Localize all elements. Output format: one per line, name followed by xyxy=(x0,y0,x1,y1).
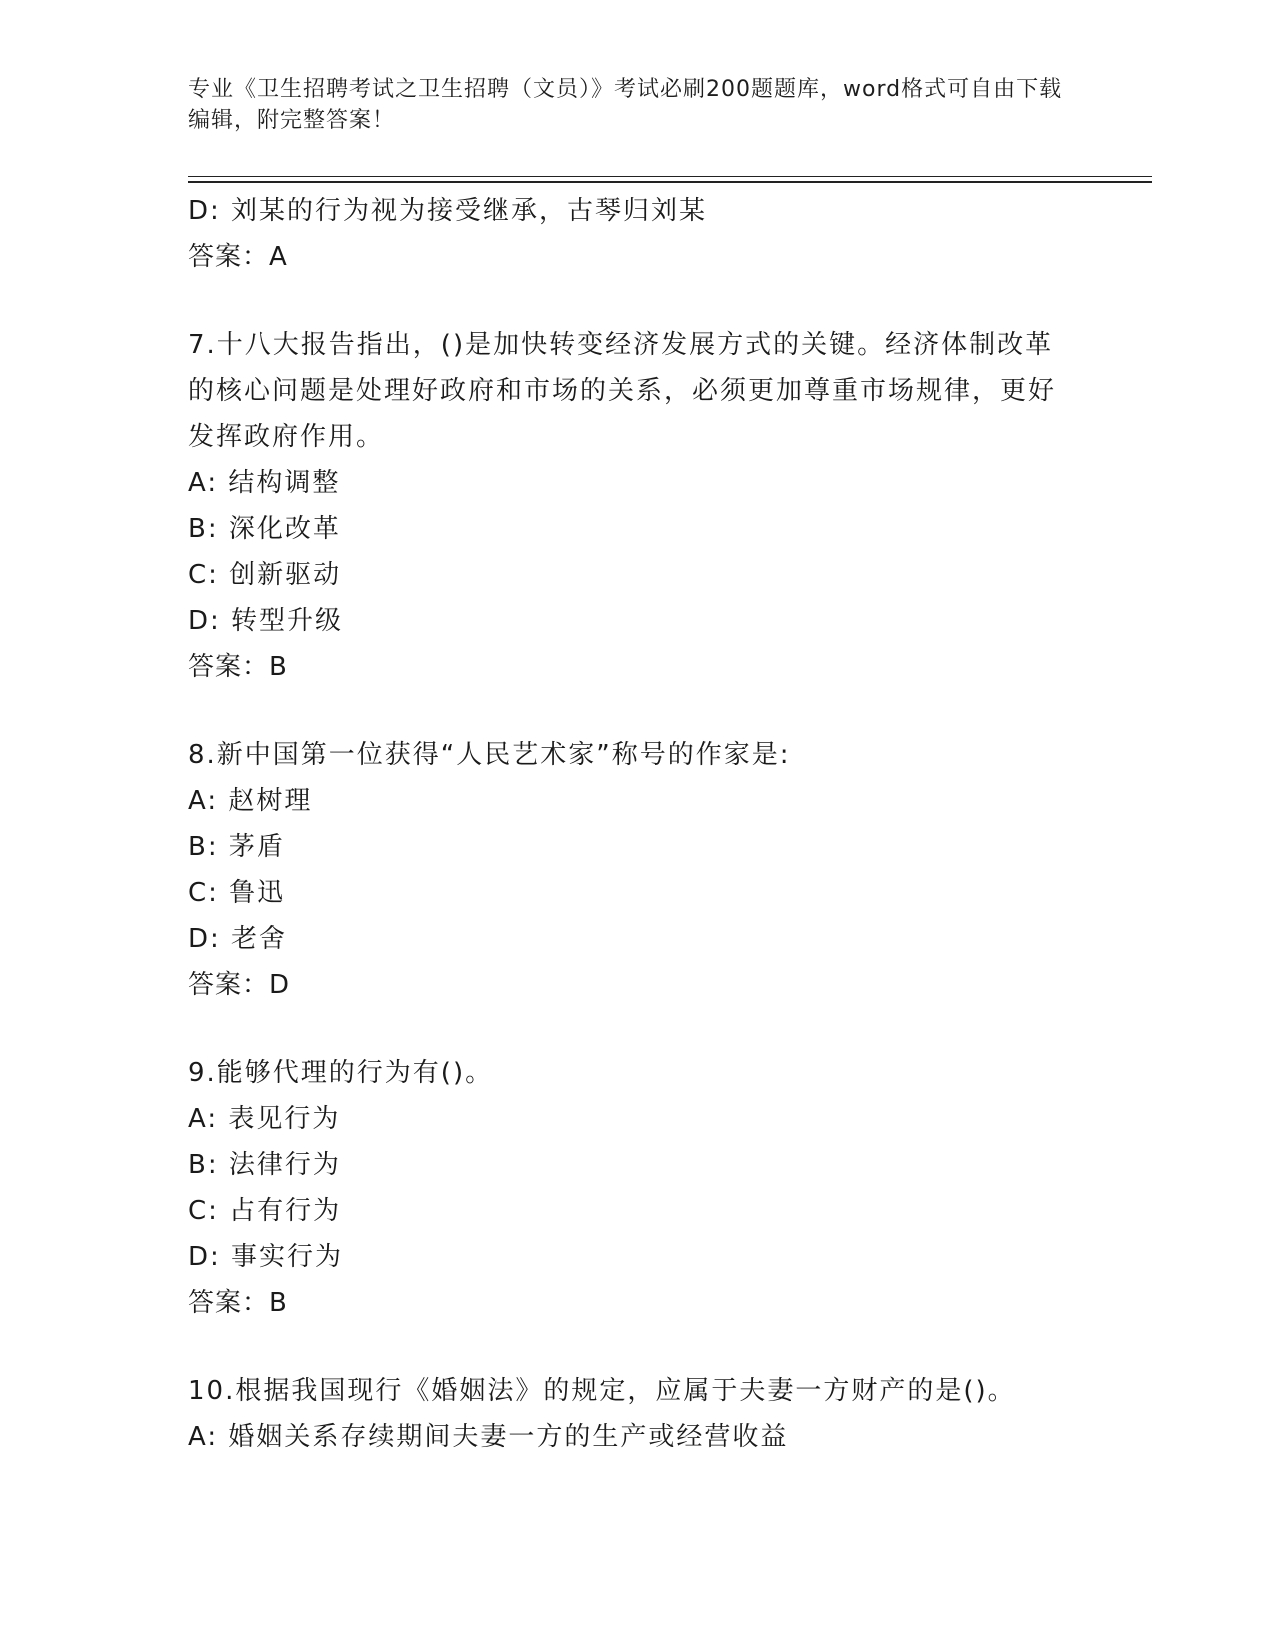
question-text: 8.新中国第一位获得“人民艺术家”称号的作家是: xyxy=(188,740,791,770)
option-d: D: 刘某的行为视为接受继承，古琴归刘某 xyxy=(188,196,708,226)
option-a: A: 赵树理 xyxy=(188,786,313,816)
document-header: 专业《卫生招聘考试之卫生招聘（文员）》考试必刷200题题库，word格式可自由下载编辑，附完整答案！ xyxy=(188,77,1063,133)
question-9 xyxy=(188,1050,1088,1326)
header-divider-thick xyxy=(188,181,1152,183)
question-7 xyxy=(188,322,1088,690)
answer-line: 答案：B xyxy=(188,652,288,682)
option-d: D: 老舍 xyxy=(188,924,288,954)
option-c: C: 占有行为 xyxy=(188,1196,342,1226)
option-b: B: 深化改革 xyxy=(188,514,341,544)
continued-question xyxy=(188,188,1088,280)
option-a: A: 婚姻关系存续期间夫妻一方的生产或经营收益 xyxy=(188,1422,789,1452)
option-a: A: 结构调整 xyxy=(188,468,341,498)
answer-line: 答案：B xyxy=(188,1288,288,1318)
option-a: A: 表见行为 xyxy=(188,1104,341,1134)
option-d: D: 事实行为 xyxy=(188,1242,344,1272)
option-c: C: 鲁迅 xyxy=(188,878,286,908)
option-b: B: 茅盾 xyxy=(188,832,285,862)
question-content xyxy=(188,188,1088,1460)
question-text: 9.能够代理的行为有()。 xyxy=(188,1058,494,1088)
option-b: B: 法律行为 xyxy=(188,1150,341,1180)
question-8 xyxy=(188,732,1088,1008)
question-text: 10.根据我国现行《婚姻法》的规定，应属于夫妻一方财产的是()。 xyxy=(188,1376,1016,1406)
question-text: 7.十八大报告指出，()是加快转变经济发展方式的关键。经济体制改革的核心问题是处理好政府和市场的关系，必须更加尊重市场规律，更好发挥政府作用。 xyxy=(188,330,1057,452)
question-10 xyxy=(188,1368,1088,1460)
header-divider-thin xyxy=(188,176,1152,177)
answer-line: 答案：D xyxy=(188,970,291,1000)
option-c: C: 创新驱动 xyxy=(188,560,342,590)
option-d: D: 转型升级 xyxy=(188,606,344,636)
answer-line: 答案：A xyxy=(188,242,288,272)
